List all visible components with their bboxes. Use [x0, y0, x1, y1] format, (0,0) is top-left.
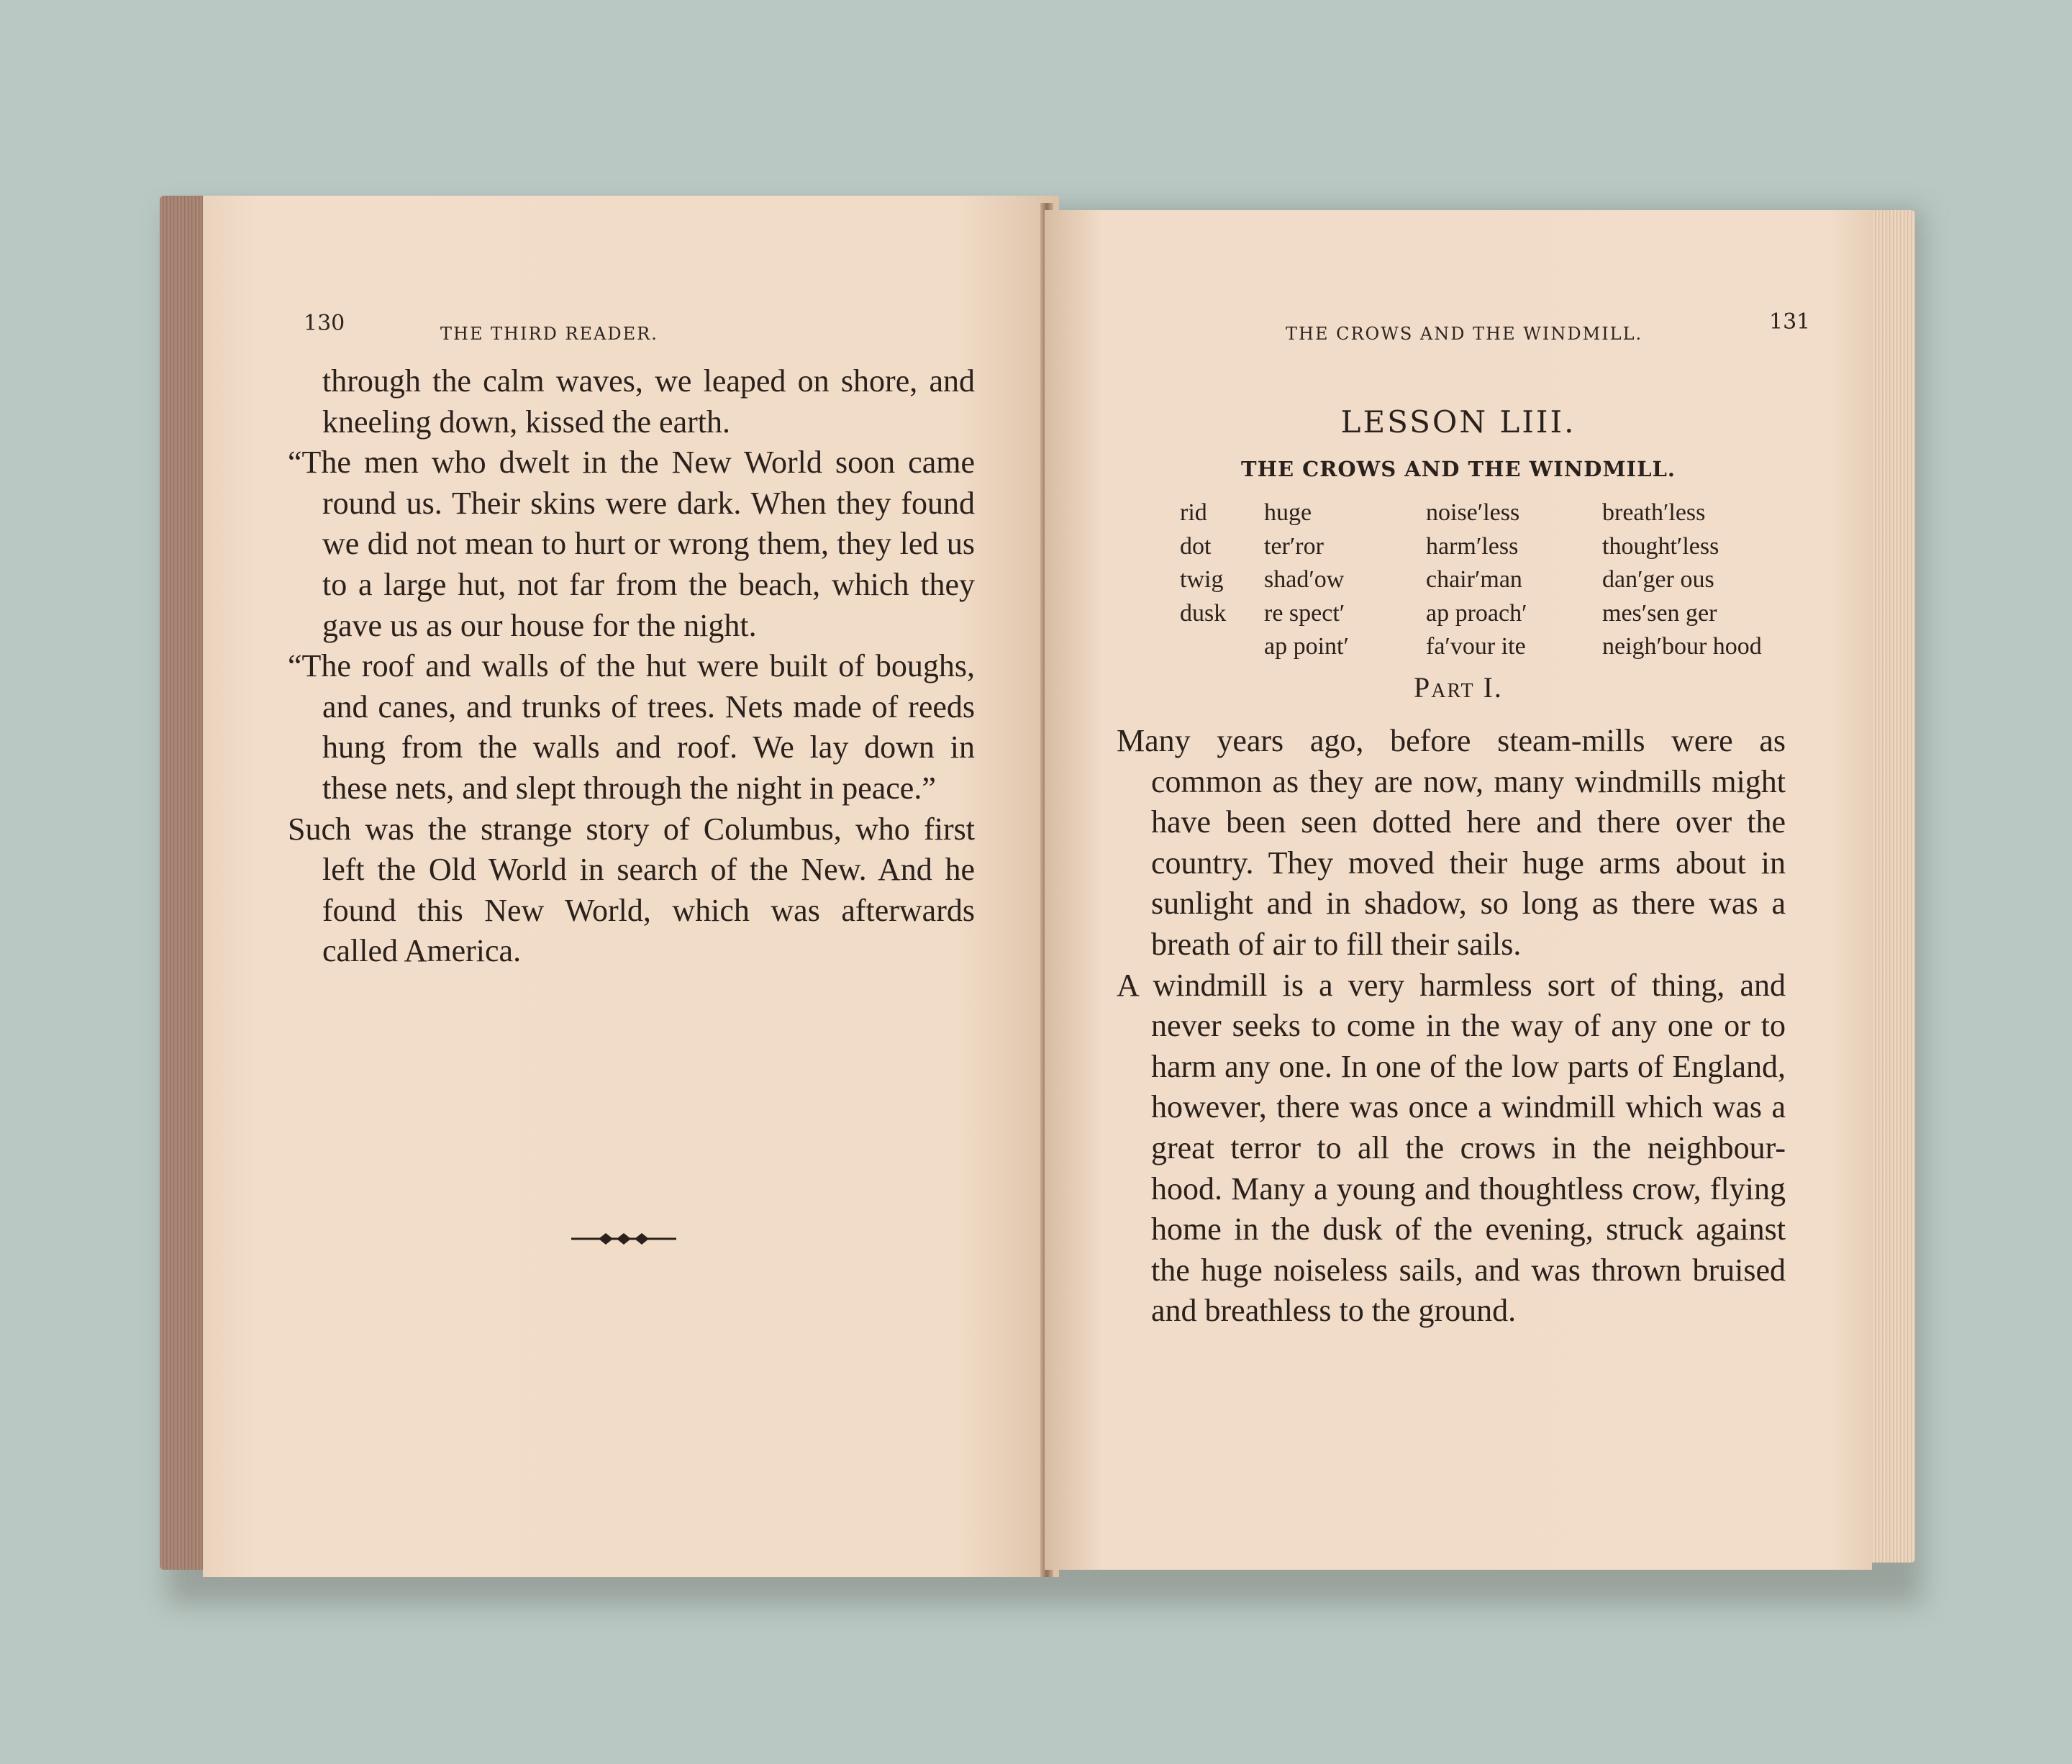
lesson-subtitle: THE CROWS AND THE WINDMILL. [1241, 457, 1676, 481]
vocabulary-word: breath′less [1602, 499, 1706, 526]
vocabulary-word: huge [1264, 499, 1312, 526]
vocabulary-word: ap proach′ [1426, 599, 1527, 627]
vocabulary-word: ap point′ [1264, 633, 1349, 660]
vocabulary-column-1 [1180, 496, 1226, 630]
vocabulary-column-3 [1426, 496, 1527, 664]
left-paragraph-4: Such was the strange story of Columbus, who first left the Old World in search of the New. And he found this New World, which was afterwards called America. [288, 811, 975, 969]
vocabulary-word: dot [1180, 532, 1212, 560]
vocabulary-word: re spect′ [1264, 599, 1345, 627]
left-running-head: THE THIRD READER. [440, 324, 658, 344]
vocabulary-word: noise′less [1426, 499, 1520, 526]
vocabulary-column-4 [1602, 496, 1762, 664]
lesson-title: LESSON LIII. [1340, 404, 1576, 440]
vocabulary-word: chair′man [1426, 566, 1522, 593]
left-paragraph-2: “The men who dwelt in the New World soon came round us. Their skins were dark. When they found we did not mean to hurt or wrong them, they led us to a large hut, not far from the beach, which they gave us as our house for the night. [288, 445, 975, 643]
right-paragraph-2: A windmill is a very harmless sort of thing, and never seeks to come in the way of any one or to harm any one. In one of the low parts of England, however, there was once a windmill which was a great terror to all the crows in the neighbour-hood. Many a young and thoughtless crow, flying home in the dusk of the evening, struck against the huge noiseless sails, and was thrown bruised and breathless to the ground. [1117, 967, 1786, 1329]
right-page-body [1117, 721, 1786, 1332]
vocabulary-word: harm′less [1426, 532, 1519, 560]
left-paragraph-3: “The roof and walls of the hut were built of boughs, and canes, and trunks of trees. Nets made of reeds hung from the walls and roof. We lay down in these nets, and slept through the night in peace.” [288, 648, 975, 806]
vocabulary-word: neigh′bour hood [1602, 633, 1762, 660]
vocabulary-list [1045, 496, 1872, 669]
right-page [1045, 210, 1872, 1570]
vocabulary-word: dan′ger ous [1602, 566, 1714, 593]
vocabulary-word: shad′ow [1264, 566, 1345, 593]
right-paragraph-1: Many years ago, before steam-mills were as common as they are now, many windmills might have been seen dotted here and there over the country. They moved their huge arms about in sunlight and in shadow, so long as there was a breath of air to fill their sails. [1117, 723, 1786, 962]
part-title: Part I. [1414, 671, 1503, 704]
left-page [203, 196, 1059, 1577]
right-page-number: 131 [1769, 309, 1811, 335]
section-end-ornament [570, 1228, 678, 1250]
left-page-body [288, 361, 975, 972]
right-page-edges [1865, 210, 1915, 1563]
vocabulary-word: fa′vour ite [1426, 633, 1526, 660]
left-paragraph-1: through the calm waves, we leaped on shore, and kneeling down, kissed the earth. [322, 363, 975, 440]
left-page-number: 130 [304, 311, 345, 336]
vocabulary-word: twig [1180, 566, 1224, 593]
right-running-head: THE CROWS AND THE WINDMILL. [1286, 324, 1643, 344]
vocabulary-word: dusk [1180, 599, 1227, 627]
open-book [160, 188, 1915, 1584]
vocabulary-word: ter′ror [1264, 532, 1324, 560]
vocabulary-word: thought′less [1602, 532, 1719, 560]
vocabulary-column-2 [1264, 496, 1349, 664]
vocabulary-word: mes′sen ger [1602, 599, 1717, 627]
vocabulary-word: rid [1180, 499, 1207, 526]
